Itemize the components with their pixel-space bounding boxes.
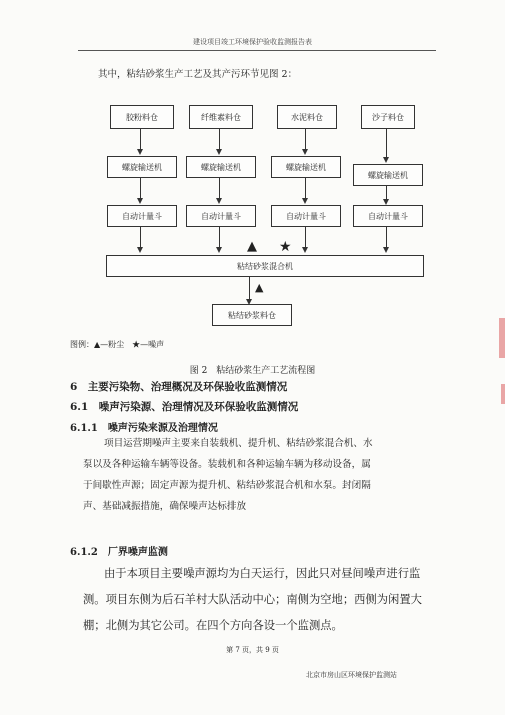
paragraph-line: 声、基础减振措施，确保噪声达标排放 xyxy=(83,501,247,512)
conveyor-box: 螺旋输送机 xyxy=(271,156,341,178)
meter-box: 自动计量斗 xyxy=(107,205,177,227)
mixer-box: 粘结砂浆混合机 xyxy=(106,255,424,277)
flow-line xyxy=(386,226,387,248)
seal-edge-mark xyxy=(501,384,505,404)
dust-triangle-icon: ▲ xyxy=(247,239,257,254)
flow-line xyxy=(386,185,387,200)
paragraph-line: 由于本项目主要噪声源均为白天运行，因此只对昼间噪声进行监 xyxy=(104,567,421,580)
arrow-down-icon xyxy=(302,247,308,253)
flow-line xyxy=(219,177,220,199)
silo-box: 水泥料仓 xyxy=(277,105,337,129)
arrow-down-icon xyxy=(383,247,389,253)
arrow-down-icon xyxy=(216,149,222,155)
flow-line xyxy=(219,226,220,248)
flow-line xyxy=(219,128,220,150)
conveyor-box: 螺旋输送机 xyxy=(107,156,177,178)
conveyor-box: 螺旋输送机 xyxy=(186,156,256,178)
meter-box: 自动计量斗 xyxy=(186,205,256,227)
diagram-legend: 图例：▲—粉尘 ★—噪声 xyxy=(70,340,165,349)
dust-triangle-icon: ▲ xyxy=(255,281,264,294)
arrow-down-icon xyxy=(137,247,143,253)
arrow-down-icon xyxy=(216,198,222,204)
section-heading-6-1: 6.1 噪声污染源、治理情况及环保验收监测情况 xyxy=(70,401,299,413)
arrow-down-icon xyxy=(137,149,143,155)
page-header: 建设项目竣工环境保护验收监测报告表 xyxy=(193,38,312,46)
arrow-down-icon xyxy=(302,198,308,204)
flow-line xyxy=(305,226,306,248)
arrow-down-icon xyxy=(216,247,222,253)
flow-line xyxy=(249,276,250,300)
silo-box: 纤维素料仓 xyxy=(189,105,253,129)
section-heading-6-1-1: 6.1.1 噪声污染来源及治理情况 xyxy=(70,423,218,434)
arrow-down-icon xyxy=(302,149,308,155)
section-heading-6: 6 主要污染物、治理概况及环保验收监测情况 xyxy=(70,381,288,393)
paragraph-line: 于间歇性声源；固定声源为提升机、粘结砂浆混合机和水泵。封闭隔 xyxy=(83,480,371,491)
paragraph-line: 项目运营期噪声主要来自装载机、提升机、粘结砂浆混合机、水 xyxy=(104,438,373,449)
flow-line xyxy=(305,128,306,150)
header-rule xyxy=(78,50,436,51)
paragraph-line: 棚；北侧为其它公司。在四个方向各设一个监测点。 xyxy=(83,619,343,632)
product-silo-box: 粘结砂浆料仓 xyxy=(212,304,292,326)
silo-box: 沙子料仓 xyxy=(361,105,415,129)
arrow-down-icon xyxy=(383,157,389,163)
flow-line xyxy=(140,177,141,199)
flow-line xyxy=(140,128,141,150)
paragraph-line: 测。项目东侧为后石羊村大队活动中心；南侧为空地；西侧为闲置大 xyxy=(83,593,422,606)
flow-line xyxy=(386,128,387,158)
silo-box: 胶粉料仓 xyxy=(110,105,174,129)
conveyor-box: 螺旋输送机 xyxy=(353,164,423,186)
section-heading-6-1-2: 6.1.2 厂界噪声监测 xyxy=(70,547,168,558)
page-number: 第 7 页，共 9 页 xyxy=(226,646,279,654)
flow-line xyxy=(140,226,141,248)
meter-box: 自动计量斗 xyxy=(271,205,341,227)
station-name: 北京市房山区环境保护监测站 xyxy=(306,671,397,679)
intro-text: 其中，粘结砂浆生产工艺及其产污环节见图 2： xyxy=(98,69,298,80)
arrow-down-icon xyxy=(137,198,143,204)
meter-box: 自动计量斗 xyxy=(353,205,423,227)
flow-line xyxy=(305,177,306,199)
seal-edge-mark xyxy=(499,318,505,358)
noise-star-icon: ★ xyxy=(279,239,292,255)
paragraph-line: 泵以及各种运输车辆等设备。装载机和各种运输车辆为移动设备，属 xyxy=(83,459,371,470)
figure-caption: 图 2 粘结砂浆生产工艺流程图 xyxy=(189,366,316,376)
